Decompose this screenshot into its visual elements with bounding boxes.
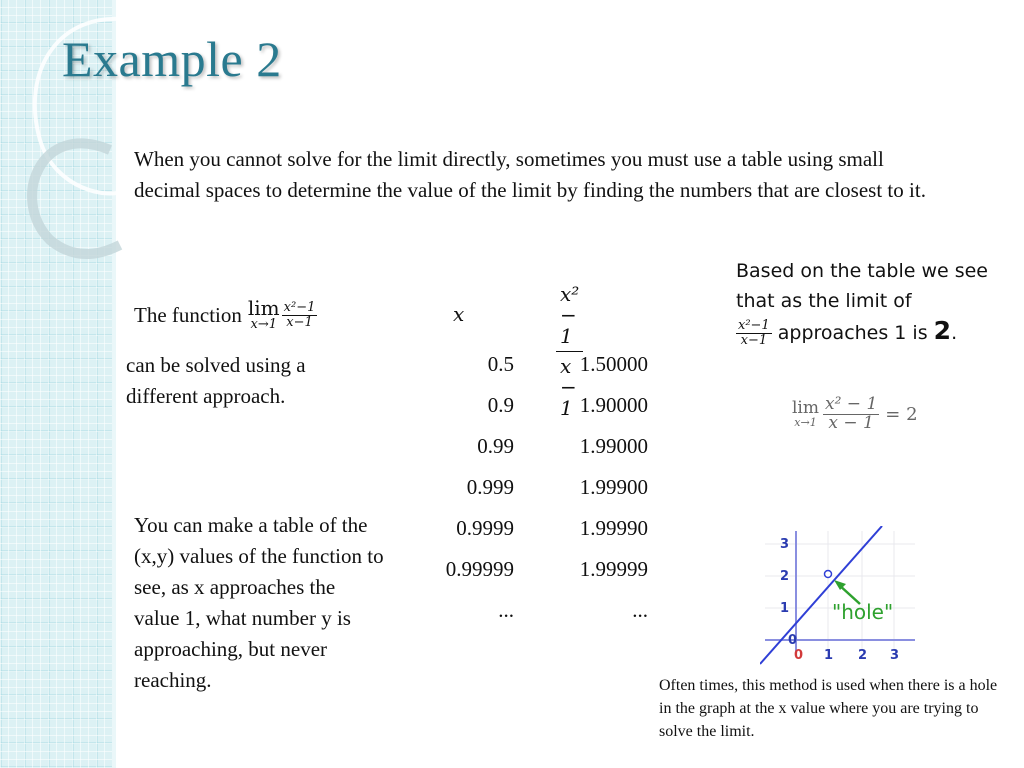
- fraction-denominator: x−1: [286, 314, 313, 330]
- lim-word: lim: [247, 296, 280, 320]
- table-header-x: x: [453, 302, 465, 326]
- conclusion-text: [736, 256, 996, 348]
- function-line: [760, 526, 882, 664]
- eq-lim-word: lim: [792, 397, 819, 418]
- conclusion-part-1: Based on the table we see that as the limit of: [736, 260, 989, 312]
- cell-x: 0.9999: [456, 516, 514, 540]
- cell-y: 1.50000: [579, 352, 648, 376]
- cell-y: 1.99900: [579, 475, 648, 499]
- conclusion-denominator: x−1: [740, 333, 768, 348]
- conclusion-value: 2: [933, 316, 952, 345]
- table-row: [408, 352, 648, 382]
- slide-title: Example 2: [62, 31, 282, 87]
- cell-y: ...: [632, 598, 648, 622]
- limit-operator: [248, 298, 280, 332]
- cell-x: 0.5: [487, 352, 514, 376]
- table-row: [408, 516, 648, 546]
- hole-label: "hole": [832, 600, 894, 624]
- table-row: [408, 393, 648, 423]
- eq-rhs: = 2: [885, 403, 918, 425]
- y-tick-label: 2: [780, 569, 790, 584]
- function-fraction: [282, 301, 318, 329]
- cell-y: 1.90000: [579, 393, 648, 417]
- conclusion-numerator: x²−1: [738, 318, 770, 334]
- cell-y: 1.99999: [579, 557, 648, 581]
- method-note: Often times, this method is used when there is a hole in the graph at the x value where you are trying to solve the limit.: [659, 677, 998, 740]
- x-tick-label: 1: [824, 648, 834, 663]
- function-label: The function: [134, 302, 242, 327]
- table-row: [408, 434, 648, 464]
- function-description: can be solved using a different approach.: [126, 353, 306, 408]
- x-tick-label: 0: [794, 648, 804, 663]
- table-row: [408, 557, 648, 587]
- conclusion-fraction: [736, 319, 772, 347]
- conclusion-part-2: approaches 1 is: [777, 322, 928, 344]
- eq-denominator: x − 1: [828, 412, 874, 433]
- cell-x: 0.99999: [445, 557, 514, 581]
- eq-numerator: x² − 1: [825, 394, 878, 414]
- y-tick-label: 1: [780, 601, 790, 616]
- header-denominator: x − 1: [560, 354, 577, 420]
- function-expression: [134, 298, 317, 332]
- table-row: [408, 475, 648, 505]
- table-row: [408, 598, 648, 628]
- header-numerator: x² − 1: [560, 282, 580, 348]
- y-tick-label: 0: [788, 633, 798, 648]
- cell-y: 1.99000: [579, 434, 648, 458]
- fraction-numerator: x²−1: [283, 300, 316, 315]
- table-paragraph: You can make a table of the (x,y) values of the function to see, as x approaches the value 1, what number y is approaching, but never reaching.: [134, 513, 384, 692]
- eq-fraction: [823, 396, 879, 433]
- lim-subscript: x→1: [250, 317, 278, 332]
- cell-x: 0.99: [477, 434, 514, 458]
- cell-y: 1.99990: [579, 516, 648, 540]
- limit-equation-image: [792, 396, 918, 433]
- conclusion-period: .: [951, 322, 958, 344]
- intro-paragraph: When you cannot solve for the limit directly, sometimes you must use a table using small decimal spaces to determine the value of the limit by finding the numbers that are closest to it.: [134, 147, 926, 202]
- cell-x: 0.9: [487, 393, 514, 417]
- cell-x: ...: [498, 598, 514, 622]
- y-tick-label: 3: [780, 537, 790, 552]
- hole-graph: [760, 526, 920, 666]
- x-tick-label: 2: [858, 648, 868, 663]
- hole-point: [825, 571, 832, 578]
- eq-lim-subscript: x→1: [794, 415, 817, 429]
- cell-x: 0.999: [466, 475, 514, 499]
- x-tick-label: 3: [890, 648, 900, 663]
